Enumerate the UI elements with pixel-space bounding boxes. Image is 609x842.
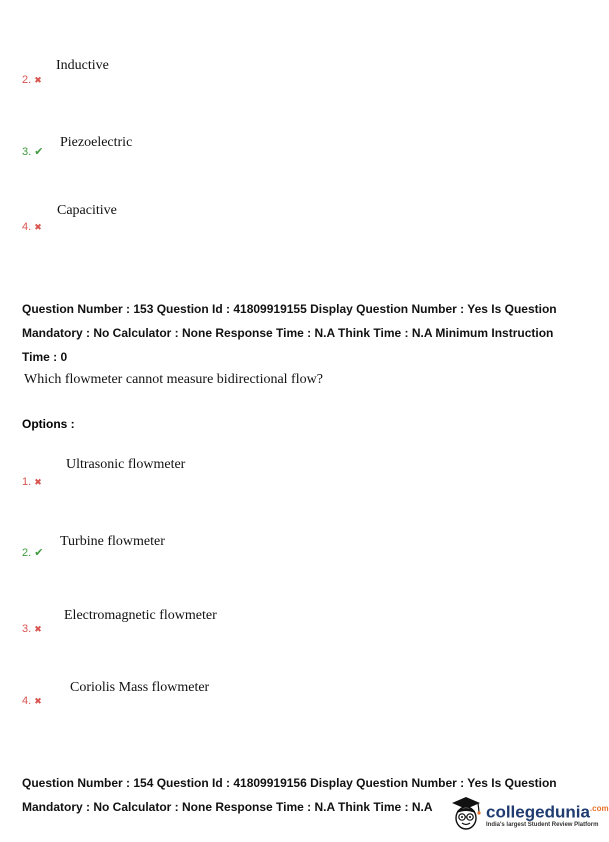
option-text: Inductive (56, 58, 109, 73)
option-text: Capacitive (57, 203, 117, 218)
question-meta-line: Question Number : 154 Question Id : 41809919156 Display Question Number : Yes Is Question (22, 776, 557, 790)
logo-title (486, 800, 609, 822)
option-text: Coriolis Mass flowmeter (70, 680, 210, 695)
question-meta-line: Question Number : 153 Question Id : 41809919155 Display Question Number : Yes Is Question (22, 302, 557, 316)
option-number (22, 695, 42, 707)
option-number-label: 1. (22, 476, 32, 488)
wrong-mark-icon: ✖ (34, 695, 42, 706)
wrong-mark-icon: ✖ (34, 476, 42, 487)
option-text: Piezoelectric (60, 135, 133, 150)
check-mark-icon: ✔ (34, 546, 44, 559)
option-text: Ultrasonic flowmeter (66, 457, 186, 472)
check-mark-icon: ✔ (34, 145, 44, 158)
option-number-label: 4. (22, 221, 32, 233)
question-meta-line: Mandatory : No Calculator : None Response Time : N.A Think Time : N.A (22, 800, 433, 814)
option-number (22, 146, 43, 158)
wrong-mark-icon: ✖ (34, 221, 42, 232)
student-mascot-icon (448, 794, 484, 834)
option-number (22, 74, 42, 86)
logo-tagline: India's largest Student Review Platform (486, 822, 599, 829)
option-number (22, 476, 42, 488)
option-number-label: 2. (22, 74, 32, 86)
wrong-mark-icon: ✖ (34, 74, 42, 85)
logo-name: collegedunia (486, 802, 590, 822)
wrong-mark-icon: ✖ (34, 623, 42, 634)
option-number (22, 221, 42, 233)
options-heading: Options : (22, 417, 75, 431)
option-number (22, 547, 43, 559)
option-number-label: 3. (22, 146, 32, 158)
option-number-label: 4. (22, 695, 32, 707)
option-number-label: 2. (22, 547, 32, 559)
question-text: Which flowmeter cannot measure bidirectional flow? (24, 372, 323, 387)
option-number (22, 623, 42, 635)
logo-suffix: .com (589, 803, 609, 813)
question-meta-line: Mandatory : No Calculator : None Response Time : N.A Think Time : N.A Minimum Instruction (22, 326, 554, 340)
collegedunia-logo (448, 794, 609, 834)
option-number-label: 3. (22, 623, 32, 635)
question-meta (22, 297, 557, 369)
option-text: Electromagnetic flowmeter (64, 608, 217, 623)
question-meta-line: Time : 0 (22, 350, 68, 364)
option-text: Turbine flowmeter (60, 534, 165, 549)
